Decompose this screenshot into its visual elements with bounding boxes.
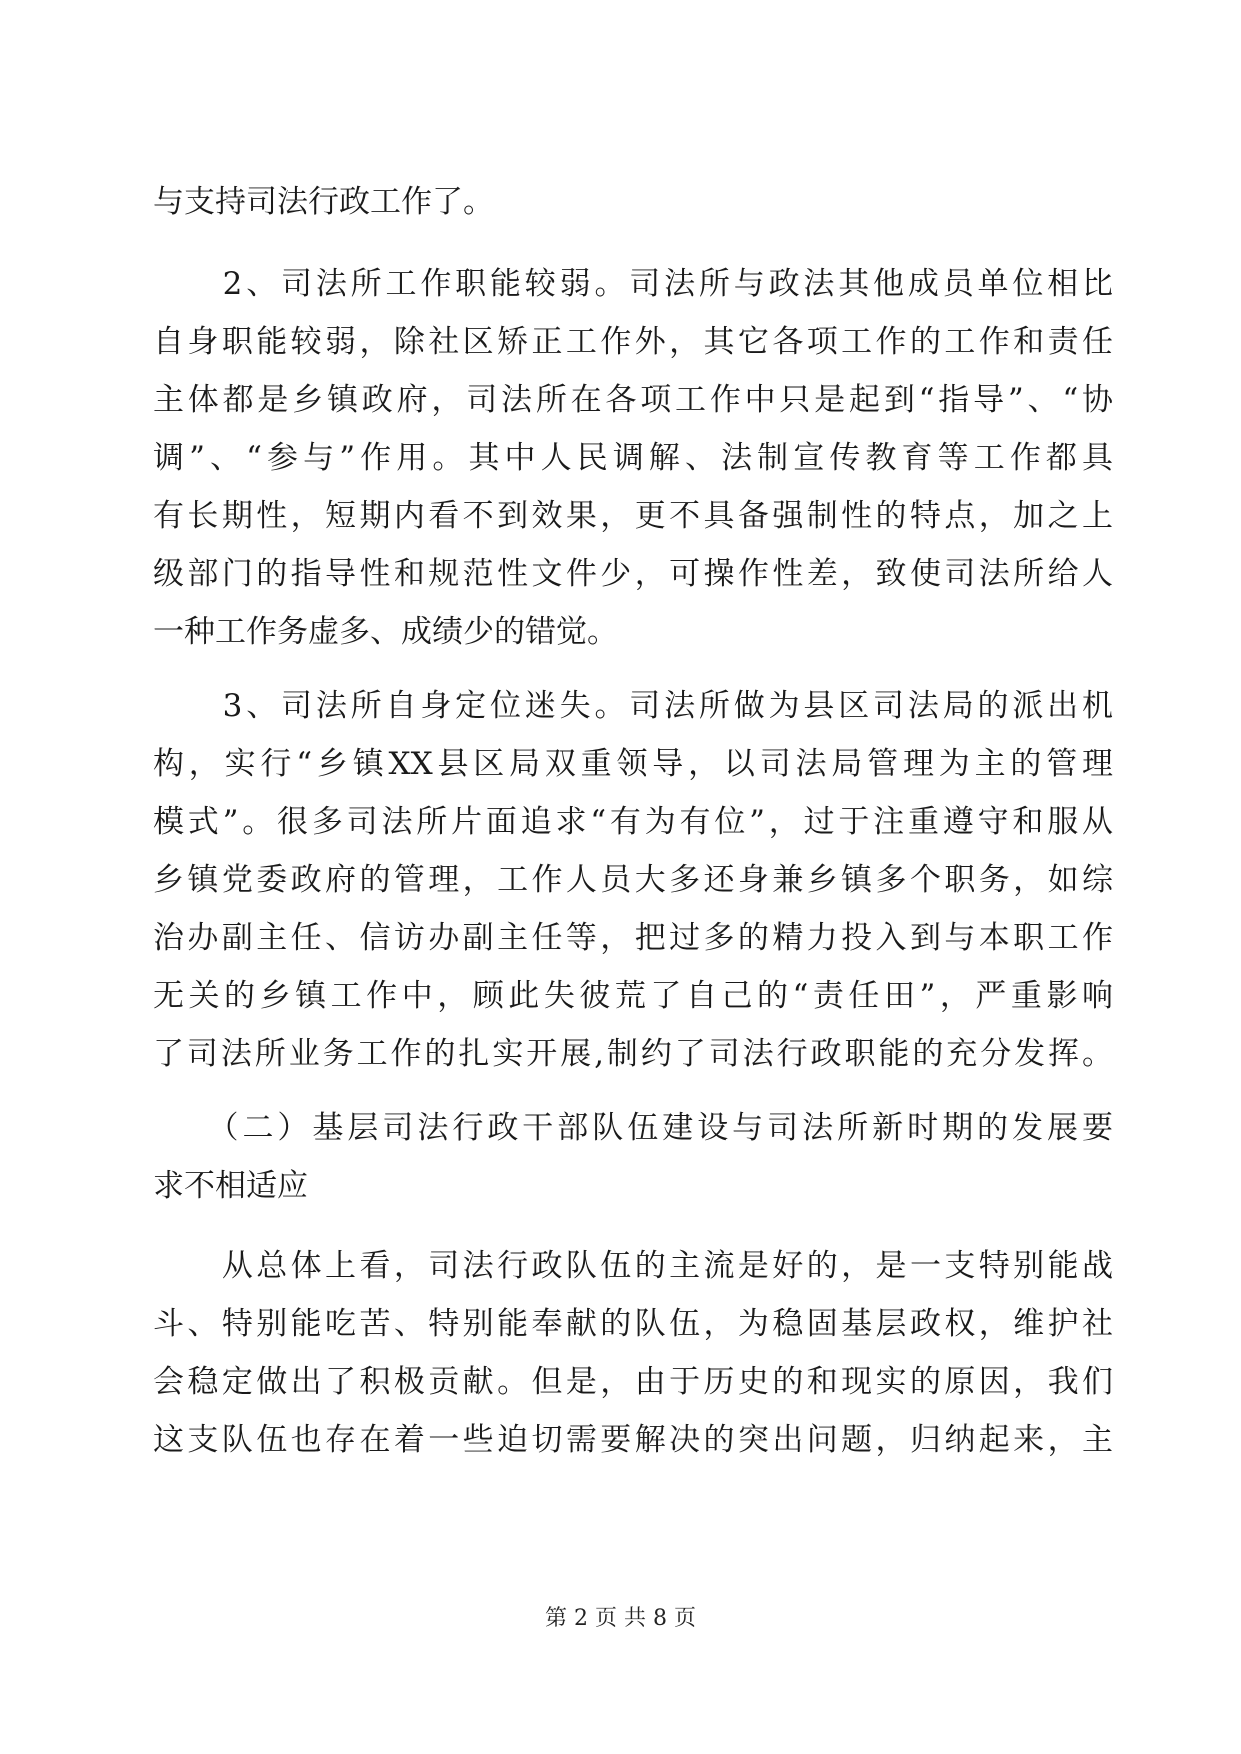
text-line: 求不相适应 <box>153 1168 308 1204</box>
text-line: 与支持司法行政工作了。 <box>153 184 494 220</box>
text-line: 构，实行“乡镇XX县区局双重领导，以司法局管理为主的管理 <box>153 746 1113 782</box>
text-line: 从总体上看，司法行政队伍的主流是好的，是一支特别能战 <box>153 1248 1113 1284</box>
text-line: 调”、“参与”作用。其中人民调解、法制宣传教育等工作都具 <box>153 440 1113 476</box>
text-line: 自身职能较弱，除社区矫正工作外，其它各项工作的工作和责任 <box>153 324 1113 360</box>
text-line: （二）基层司法行政干部队伍建设与司法所新时期的发展要 <box>153 1110 1113 1146</box>
text-line: 有长期性，短期内看不到效果，更不具备强制性的特点，加之上 <box>153 498 1113 534</box>
text-line: 会稳定做出了积极贡献。但是，由于历史的和现实的原因，我们 <box>153 1364 1113 1400</box>
text-line: 3、司法所自身定位迷失。司法所做为县区司法局的派出机 <box>153 688 1113 724</box>
text-line: 模式”。很多司法所片面追求“有为有位”，过于注重遵守和服从 <box>153 804 1113 840</box>
text-line: 治办副主任、信访办副主任等，把过多的精力投入到与本职工作 <box>153 920 1113 956</box>
text-line: 乡镇党委政府的管理，工作人员大多还身兼乡镇多个职务，如综 <box>153 862 1113 898</box>
text-line: 这支队伍也存在着一些迫切需要解决的突出问题，归纳起来，主 <box>153 1422 1113 1458</box>
text-line: 斗、特别能吃苦、特别能奉献的队伍，为稳固基层政权，维护社 <box>153 1306 1113 1342</box>
text-line: 一种工作务虚多、成绩少的错觉。 <box>153 614 618 650</box>
text-line: 2、司法所工作职能较弱。司法所与政法其他成员单位相比 <box>153 266 1113 302</box>
page-number-footer: 第 2 页 共 8 页 <box>545 1606 696 1631</box>
text-line: 级部门的指导性和规范性文件少，可操作性差，致使司法所给人 <box>153 556 1113 592</box>
text-line: 无关的乡镇工作中，顾此失彼荒了自己的“责任田”，严重影响 <box>153 978 1113 1014</box>
text-line: 主体都是乡镇政府，司法所在各项工作中只是起到“指导”、“协 <box>153 382 1113 418</box>
text-line: 了司法所业务工作的扎实开展,制约了司法行政职能的充分发挥。 <box>153 1036 1113 1072</box>
